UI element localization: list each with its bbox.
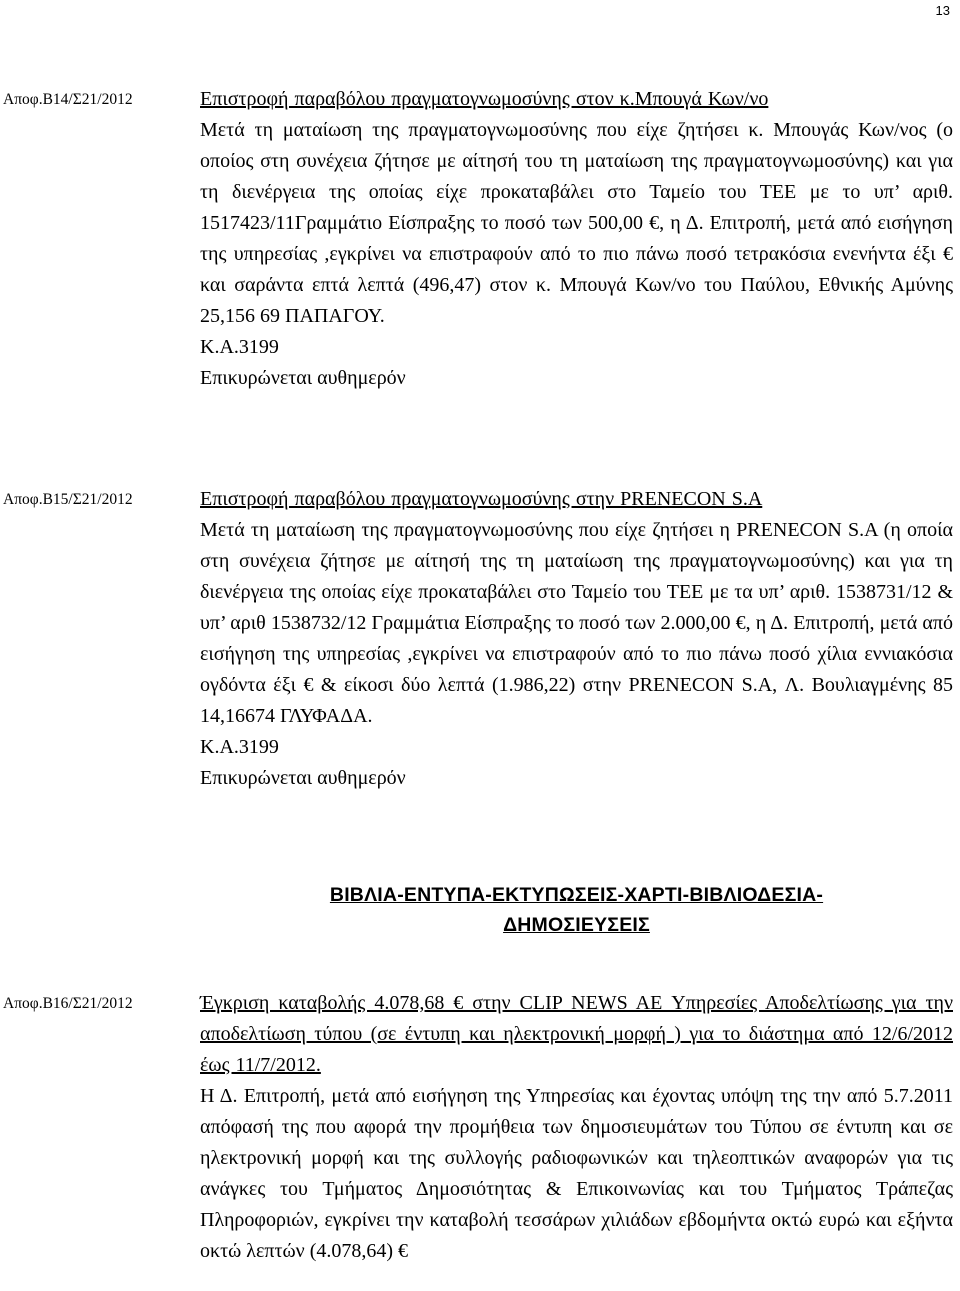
decision-title: Έγκριση καταβολής 4.078,68 € στην CLIP NEWS AE Υπηρεσίες Αποδελτίωσης για την αποδελτίωση τύπου (σε έντυπη και ηλεκτρονική μορφή ) για το διάστημα από 12/6/2012 έως 11/7/2012. [200, 992, 953, 1076]
section-heading [200, 880, 953, 940]
decision-status: Επικυρώνεται αυθημερόν [200, 367, 406, 389]
decision-text: Μετά τη ματαίωση της πραγματογνωμοσύνης που είχε ζητήσει κ. Μπουγάς Κων/νος (ο οποίος στη συνέχεια ζήτησε με αίτησή του τη ματαίωση της πραγματογνωμοσύνης) και για τη διενέργεια της οποίας είχε προκαταβάλει στο Ταμείο του ΤΕΕ με το υπ’ αριθ. 1517423/11Γραμμάτιο Είσπραξης το ποσό των 500,00 €, η Δ. Επιτροπή, μετά από εισήγηση της υπηρεσίας ,εγκρίνει να επιστραφούν από το πιο πάνω ποσό τετρακόσια ενενήντα έξι € και σαράντα επτά λεπτά (496,47) στον κ. Μπουγά Κων/νο του Παύλου, Εθνικής Αμύνης 25,156 69 ΠΑΠΑΓΟΥ. [200, 119, 953, 327]
decision-code: Κ.Α.3199 [200, 336, 279, 358]
decision-title: Επιστροφή παραβόλου πραγματογνωμοσύνης στην PRENECON S.A [200, 488, 763, 510]
decision-text: Μετά τη ματαίωση της πραγματογνωμοσύνης που είχε ζητήσει η PRENECON S.A (η οποία στη συνέχεια ζήτησε με αίτησή της τη ματαίωση της πραγματογνωμοσύνης) και για τη διενέργεια της οποίας είχε προκαταβάλει στο Ταμείο του ΤΕΕ με τα υπ’ αριθ. 1538731/12 & υπ’ αριθ 1538732/12 Γραμμάτια Είσπραξης το ποσό των 2.000,00 €, η Δ. Επιτροπή, μετά από εισήγηση της υπηρεσίας ,εγκρίνει να επιστραφούν από το πιο πάνω ποσό χίλια εννιακόσια ογδόντα έξι € & είκοσι δύο λεπτά (1.986,22) στην PRENECON S.A, Λ. Βουλιαγμένης 85 14,16674 ΓΛΥΦΑΔΑ. [200, 519, 953, 727]
decision-id: Αποφ.Β16/Σ21/2012 [3, 995, 133, 1012]
decision-status: Επικυρώνεται αυθημερόν [200, 767, 406, 789]
decision-content [200, 484, 953, 794]
section-heading-line-1: ΒΙΒΛΙΑ-ΕΝΤΥΠΑ-ΕΚΤΥΠΩΣΕΙΣ-ΧΑΡΤΙ-ΒΙΒΛΙΟΔΕΣΙΑ- [329, 884, 824, 906]
section-heading-line-2: ΔΗΜΟΣΙΕΥΣΕΙΣ [503, 914, 650, 936]
decision-id: Αποφ.Β15/Σ21/2012 [3, 491, 133, 508]
decision-text: Η Δ. Επιτροπή, μετά από εισήγηση της Υπηρεσίας και έχοντας υπόψη της την από 5.7.2011 απόφασή της που αφορά την προμήθεια των δημοσιευμάτων του Τύπου σε έντυπη και σε ηλεκτρονική μορφή και της συλλογής ραδιοφωνικών και τηλεοπτικών αναφορών για τις ανάγκες του Τμήματος Δημοσιότητας & Επικοινωνίας και του Τμήματος Τράπεζας Πληροφοριών, εγκρίνει την καταβολή τεσσάρων χιλιάδων εβδομήντα οκτώ ευρώ και εξήντα οκτώ λεπτών (4.078,64) € [200, 1085, 953, 1262]
page-number: 13 [935, 3, 950, 18]
decision-title: Επιστροφή παραβόλου πραγματογνωμοσύνης στον κ.Μπουγά Κων/νο [200, 88, 769, 110]
decision-code: Κ.Α.3199 [200, 736, 279, 758]
decision-content [200, 84, 953, 394]
decision-content [200, 988, 953, 1267]
decision-id: Αποφ.Β14/Σ21/2012 [3, 91, 133, 108]
